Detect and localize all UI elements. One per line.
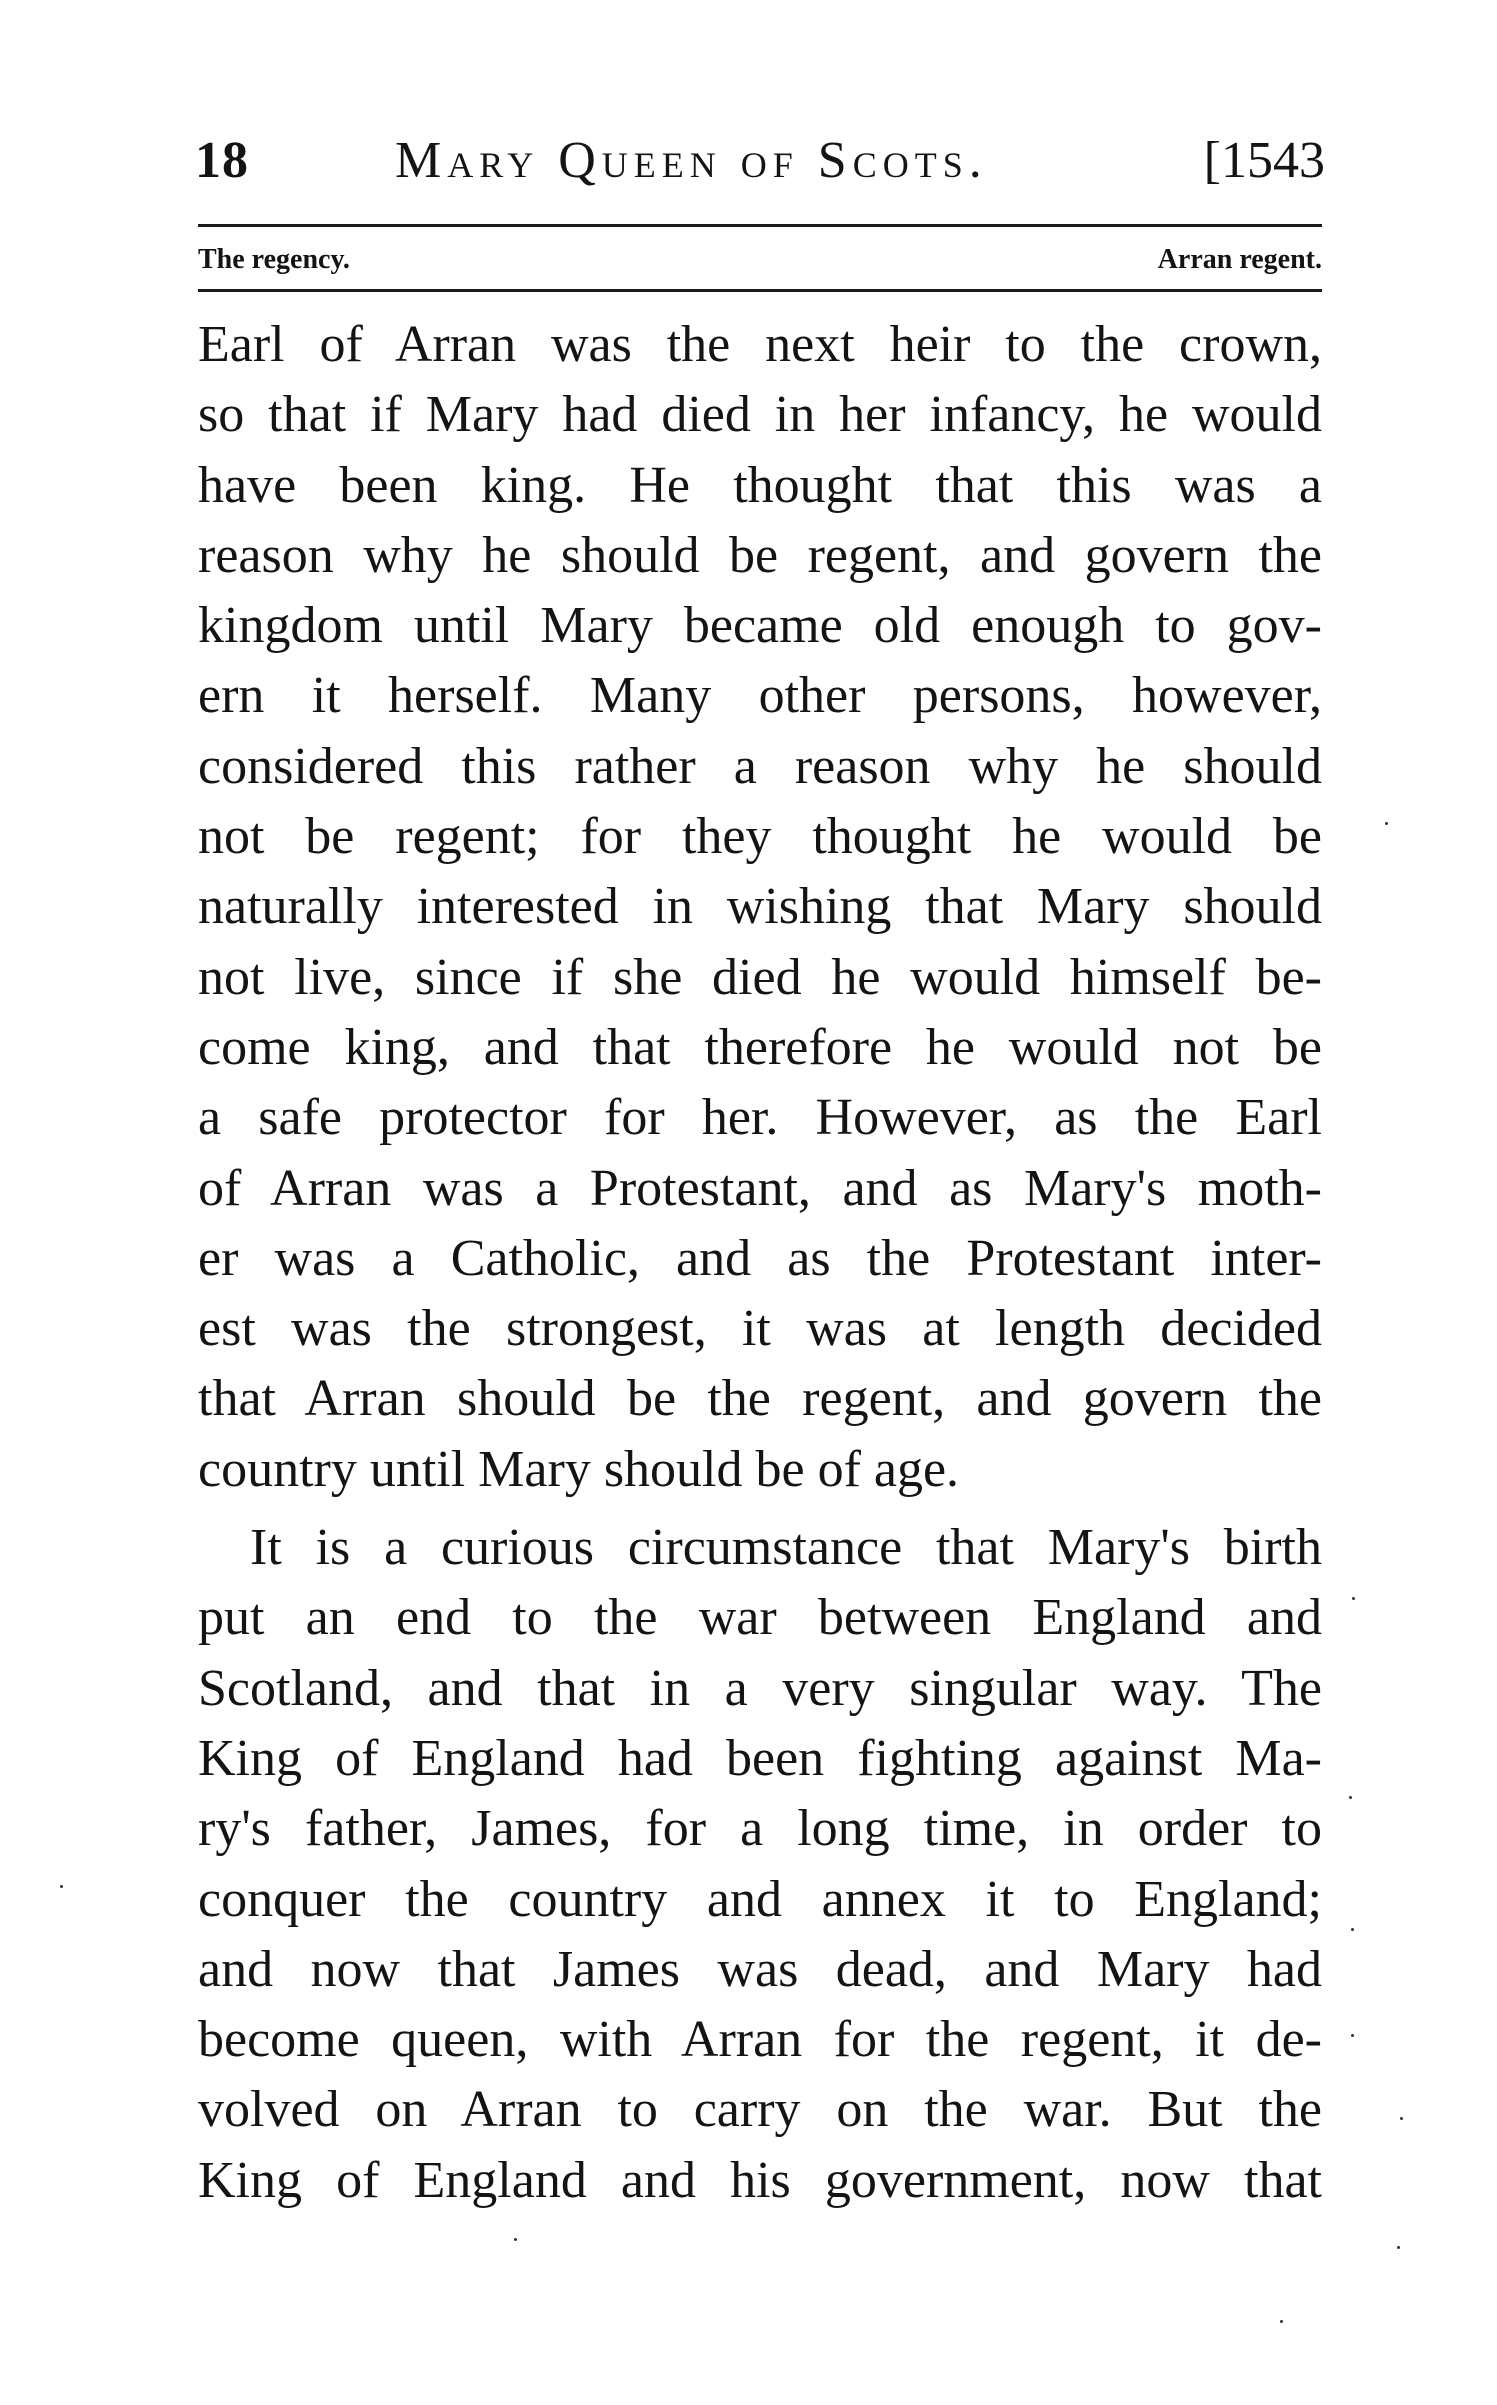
text-line: conquer the country and annex it to England; [198,1870,1322,1928]
shoulder-note-right: Arran regent. [1157,244,1322,275]
text-line: and now that James was dead, and Mary had [198,1940,1322,1998]
text-line: er was a Catholic, and as the Protestant inter- [198,1229,1322,1287]
header-rule [198,224,1322,227]
text-line: Scotland, and that in a very singular way. The [198,1659,1322,1717]
text-line: not live, since if she died he would himself be- [198,948,1322,1006]
text-line: a safe protector for her. However, as the Earl [198,1089,1322,1147]
text-line: country until Mary should be of age. [198,1440,960,1498]
text-line: ern it herself. Many other persons, however, [198,667,1322,725]
paper-speck [514,2238,517,2241]
text-line: ry's father, James, for a long time, in order to [198,1800,1322,1858]
text-line: put an end to the war between England and [198,1589,1322,1647]
book-title: Mary Queen of Scots. [395,132,988,189]
text-line: Earl of Arran was the next heir to the crown, [198,316,1322,373]
shoulder-note-left: The regency. [198,244,350,275]
text-line: King of England and his government, now that [198,2151,1322,2209]
text-line: King of England had been fighting against Ma- [198,1729,1322,1787]
paper-speck [1280,2320,1283,2323]
paper-speck [1397,2246,1400,2249]
paragraph-1 [198,310,1322,1505]
running-head [195,126,1325,196]
text-line: It is a curious circumstance that Mary's birth [250,1519,1322,1577]
paragraph-gap [198,1505,1322,1513]
text-line: of Arran was a Protestant, and as Mary's moth- [198,1159,1322,1217]
paper-speck [1351,1928,1354,1931]
paragraph-2 [198,1513,1322,2216]
text-line: reason why he should be regent, and govern the [198,526,1322,584]
text-line: considered this rather a reason why he should [198,737,1322,795]
body-text [198,310,1322,2216]
text-line: not be regent; for they thought he would be [198,808,1322,866]
paper-speck [1352,1597,1355,1600]
paper-speck [1385,822,1388,825]
year-marker: [1543 [1203,132,1325,189]
text-line: have been king. He thought that this was a [198,456,1322,514]
paper-speck [1351,2034,1354,2037]
text-line: kingdom until Mary became old enough to gov- [198,597,1322,655]
paper-speck [1400,2117,1403,2120]
text-line: so that if Mary had died in her infancy, he would [198,386,1322,444]
text-line: est was the strongest, it was at length decided [198,1300,1322,1358]
page-number: 18 [195,132,249,189]
shoulder-rule [198,289,1322,292]
text-line: volved on Arran to carry on the war. But the [198,2081,1322,2139]
text-line: come king, and that therefore he would not be [198,1018,1322,1076]
text-line: become queen, with Arran for the regent, it de- [198,2011,1322,2069]
text-line: naturally interested in wishing that Mary should [198,878,1322,936]
text-line: that Arran should be the regent, and govern the [198,1370,1322,1428]
paper-speck [60,1885,63,1888]
paper-speck [1349,1796,1352,1799]
